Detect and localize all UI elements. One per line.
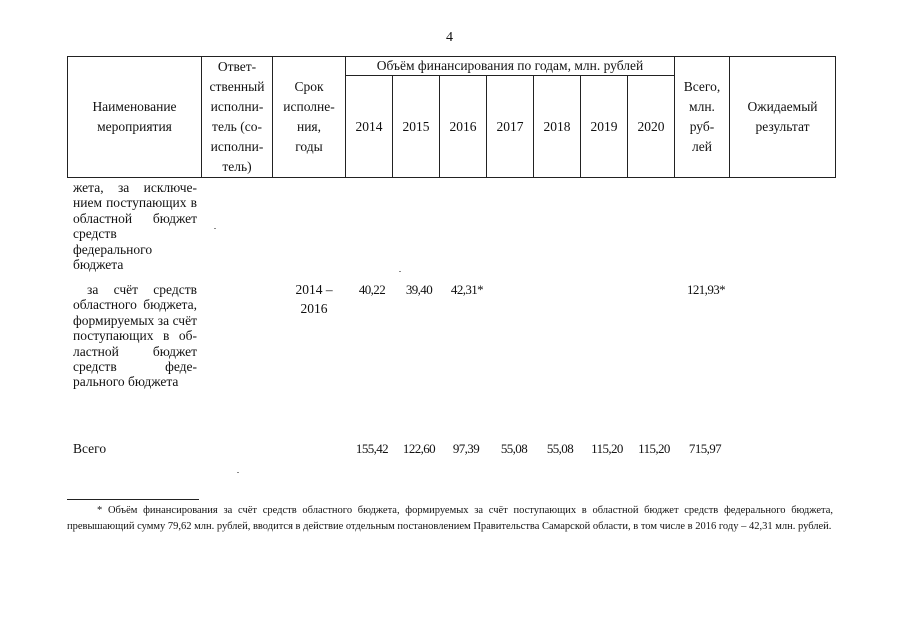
- row-regional-budget-term: 2014 – 2016: [295, 282, 333, 316]
- page-number: 4: [446, 30, 453, 45]
- row-total-2019: 115,20: [591, 441, 623, 456]
- header-term: Срок исполне- ния, годы: [273, 57, 346, 178]
- header-year-2019: 2019: [581, 76, 628, 178]
- header-year-2018: 2018: [534, 76, 581, 178]
- table-header: [67, 56, 836, 178]
- header-funding-group: Объём финансирования по годам, млн. рублей: [346, 57, 675, 76]
- header-year-2017: 2017: [487, 76, 534, 178]
- row-total-name: Всего: [73, 441, 107, 456]
- row-regional-budget-2014: 40,22: [358, 282, 386, 297]
- header-year-2016: 2016: [440, 76, 487, 178]
- header-year-2014: 2014: [346, 76, 393, 178]
- row-total-total: 715,97: [688, 441, 722, 456]
- row-total-2017: 55,08: [500, 441, 528, 456]
- row-total-2020: 115,20: [638, 441, 670, 456]
- row-regional-budget-2016: 42,31*: [450, 282, 484, 297]
- header-name-of-measure: Наименование мероприятия: [68, 57, 202, 178]
- header-year-2020: 2020: [628, 76, 675, 178]
- row-regional-budget-name: за счёт средств областного бюджета, формируемых за счёт поступающих в областной бюджет средств федерального бюджета: [73, 282, 197, 390]
- scan-mark: [237, 472, 239, 473]
- row-total-2015: 122,60: [402, 441, 436, 456]
- row-total-2014: 155,42: [355, 441, 389, 456]
- footnote-separator: [67, 499, 199, 500]
- scan-mark: [399, 271, 401, 272]
- header-year-2015: 2015: [393, 76, 440, 178]
- row-total-2016: 97,39: [452, 441, 480, 456]
- header-expected-result: Ожидаемый результат: [730, 57, 836, 178]
- row-total-2018: 55,08: [546, 441, 574, 456]
- header-responsible: Ответ- ственный исполни- тель (со- исполни- тель): [202, 57, 273, 178]
- row-continuation-name: жета, за исключением поступающих в областной бюджет средств федерального бюджета: [73, 180, 197, 273]
- row-regional-budget-total: 121,93*: [686, 282, 726, 297]
- header-total: Всего, млн. руб- лей: [675, 57, 730, 178]
- footnote: * Объём финансирования за счёт средств областного бюджета, формируемых за счёт поступающих в областной бюджет средств федерального бюджета, превышающий сумму 79,62 млн. рублей, вводится в действие отдельным постановлением Правительства Самарской области, в том числе в 2016 году – 42,31 млн. рублей.: [67, 505, 833, 532]
- scan-mark: [214, 228, 216, 229]
- row-regional-budget-2015: 39,40: [405, 282, 433, 297]
